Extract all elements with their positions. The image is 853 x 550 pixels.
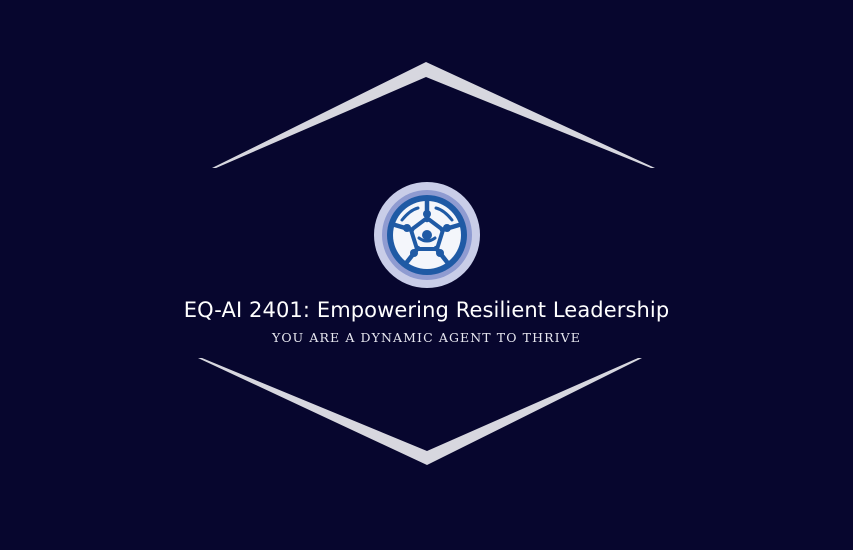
page-title: EQ-AI 2401: Empowering Resilient Leadership: [183, 298, 670, 322]
top-chevron: [212, 62, 655, 168]
circle-of-people-icon: [372, 180, 482, 290]
bottom-chevron: [198, 358, 642, 465]
tagline: YOU ARE A DYNAMIC AGENT TO THRIVE: [271, 330, 582, 345]
